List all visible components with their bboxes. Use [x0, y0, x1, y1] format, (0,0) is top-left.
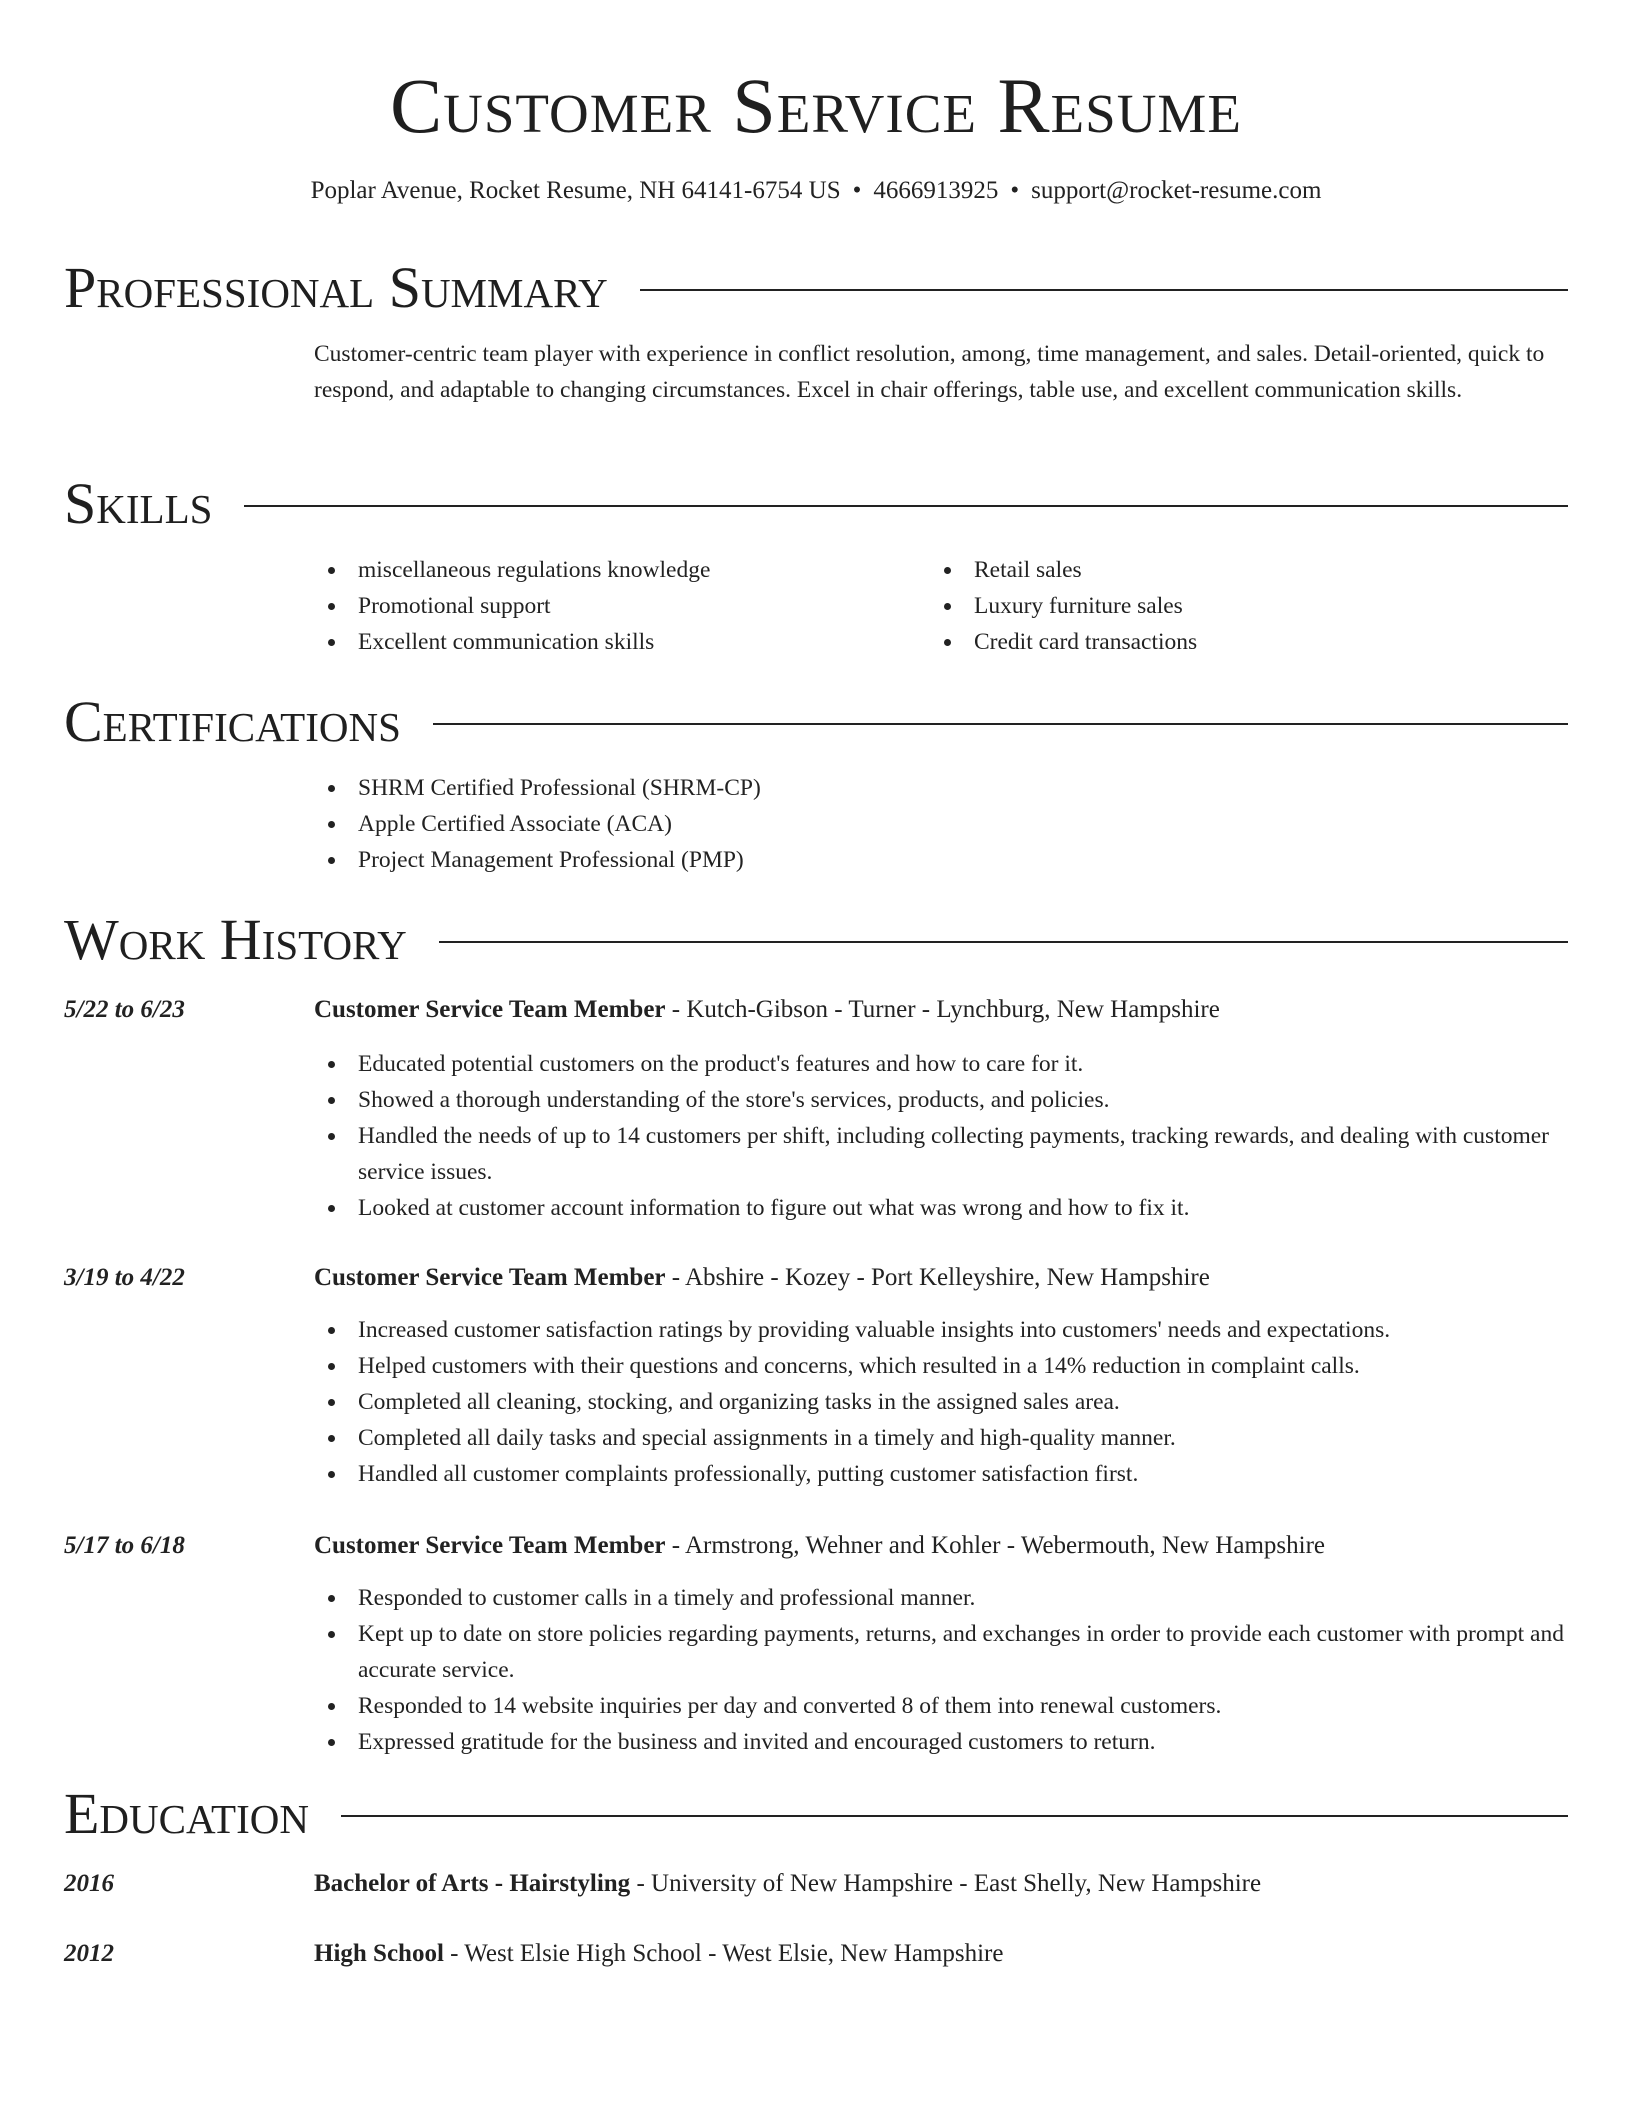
education-year: 2016 — [64, 1870, 114, 1897]
job-bullet: Handled the needs of up to 14 customers per shift, including collecting payments, tracking rewards, and dealing with customer service issues. — [314, 1118, 1568, 1190]
section-divider — [433, 723, 1568, 725]
certifications-list — [314, 770, 1568, 878]
education-degree: High School — [314, 1940, 444, 1967]
job-title: Customer Service Team Member — [314, 1532, 666, 1559]
job-bullet: Looked at customer account information to figure out what was wrong and how to fix it. — [314, 1190, 1568, 1226]
job-bullet: Expressed gratitude for the business and invited and encouraged customers to return. — [314, 1724, 1568, 1760]
education-year: 2012 — [64, 1940, 114, 1967]
job-bullet: Kept up to date on store policies regarding payments, returns, and exchanges in order to provide each customer with prompt and accurate service. — [314, 1616, 1568, 1688]
section-divider — [341, 1815, 1568, 1817]
section-title: Work History — [64, 907, 407, 972]
contact-separator: • — [852, 177, 862, 204]
job-bullet: Increased customer satisfaction ratings by providing valuable insights into customers' needs and expectations. — [314, 1312, 1568, 1348]
job-bullets — [314, 1580, 1568, 1760]
section-divider — [244, 505, 1568, 507]
job-bullet: Responded to customer calls in a timely and professional manner. — [314, 1580, 1568, 1616]
skill-item: Excellent communication skills — [314, 624, 914, 660]
section-title: Education — [64, 1781, 309, 1846]
job-title: Customer Service Team Member — [314, 996, 666, 1023]
skill-item: Credit card transactions — [930, 624, 1530, 660]
section-heading-skills — [64, 468, 1568, 540]
section-title: Certifications — [64, 689, 401, 754]
job-bullet: Helped customers with their questions and concerns, which resulted in a 14% reduction in complaint calls. — [314, 1348, 1568, 1384]
resume-title: Customer Service Resume — [390, 62, 1242, 149]
job-employer: - Armstrong, Wehner and Kohler - Webermouth, New Hampshire — [665, 1532, 1326, 1559]
skill-item: Luxury furniture sales — [930, 588, 1530, 624]
summary-text: Customer-centric team player with experience in conflict resolution, among, time management, and sales. Detail-oriented, quick to respond, and adaptable to changing circumstances. Excel in chair offerings, table use, and excellent communication skills. — [314, 341, 1545, 403]
education-entry — [314, 1866, 1568, 1902]
education-entry — [314, 1936, 1568, 1972]
job-bullet: Responded to 14 website inquiries per day and converted 8 of them into renewal customers. — [314, 1688, 1568, 1724]
job-bullets — [314, 1312, 1568, 1492]
skills-list-left — [314, 552, 914, 660]
job-dates: 5/22 to 6/23 — [64, 996, 185, 1023]
education-school: - University of New Hampshire - East Shelly, New Hampshire — [630, 1870, 1262, 1897]
job-header — [314, 1260, 1568, 1296]
skills-list-right — [930, 552, 1530, 660]
job-bullet: Completed all cleaning, stocking, and organizing tasks in the assigned sales area. — [314, 1384, 1568, 1420]
job-bullet: Educated potential customers on the product's features and how to care for it. — [314, 1046, 1568, 1082]
job-employer: - Kutch-Gibson - Turner - Lynchburg, New Hampshire — [665, 996, 1220, 1023]
contact-line — [0, 174, 1632, 208]
contact-phone: 4666913925 — [873, 177, 999, 204]
section-title: Professional Summary — [64, 255, 608, 320]
job-bullets — [314, 1046, 1568, 1226]
section-divider — [439, 941, 1568, 943]
skill-item: miscellaneous regulations knowledge — [314, 552, 914, 588]
contact-email: support@rocket-resume.com — [1031, 177, 1322, 204]
education-degree: Bachelor of Arts - Hairstyling — [314, 1870, 631, 1897]
section-heading-education — [64, 1778, 1568, 1850]
job-bullet: Showed a thorough understanding of the store's services, products, and policies. — [314, 1082, 1568, 1118]
section-divider — [640, 289, 1568, 291]
certification-item: Project Management Professional (PMP) — [314, 842, 1568, 878]
section-heading-work-history — [64, 904, 1568, 976]
contact-separator: • — [1010, 177, 1020, 204]
job-dates: 3/19 to 4/22 — [64, 1264, 185, 1291]
skill-item: Promotional support — [314, 588, 914, 624]
contact-address: Poplar Avenue, Rocket Resume, NH 64141-6754 US — [310, 177, 841, 204]
job-header — [314, 1528, 1568, 1564]
section-heading-certifications — [64, 686, 1568, 758]
certification-item: Apple Certified Associate (ACA) — [314, 806, 1568, 842]
certification-item: SHRM Certified Professional (SHRM-CP) — [314, 770, 1568, 806]
job-header — [314, 992, 1568, 1028]
job-title: Customer Service Team Member — [314, 1264, 666, 1291]
section-title: Skills — [64, 471, 213, 536]
section-heading-summary — [64, 252, 1568, 324]
job-dates: 5/17 to 6/18 — [64, 1532, 185, 1559]
job-bullet: Completed all daily tasks and special assignments in a timely and high-quality manner. — [314, 1420, 1568, 1456]
job-bullet: Handled all customer complaints professionally, putting customer satisfaction first. — [314, 1456, 1568, 1492]
education-school: - West Elsie High School - West Elsie, New Hampshire — [443, 1940, 1004, 1967]
skill-item: Retail sales — [930, 552, 1530, 588]
job-employer: - Abshire - Kozey - Port Kelleyshire, New Hampshire — [665, 1264, 1210, 1291]
